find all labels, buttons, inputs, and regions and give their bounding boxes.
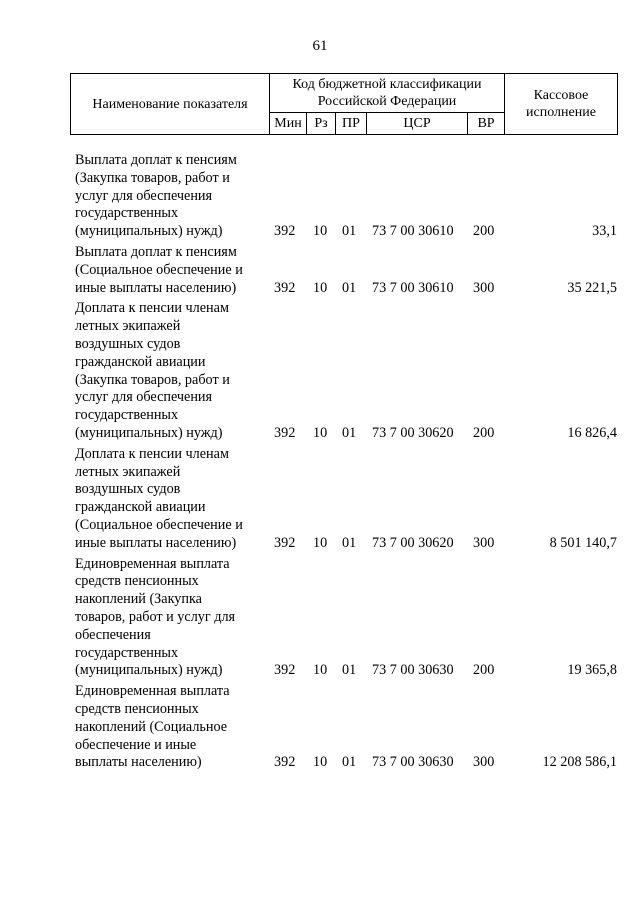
rz-code: 10	[313, 534, 328, 551]
pr-code: 01	[342, 662, 357, 679]
page-number: 61	[312, 38, 328, 54]
min-code: 392	[274, 279, 296, 296]
table-row	[75, 446, 620, 553]
csr-code: 73 7 00 30610	[372, 223, 454, 240]
vr-code: 300	[473, 279, 495, 296]
table-body	[75, 152, 620, 775]
vr-code: 300	[473, 534, 495, 551]
pr-code: 01	[342, 223, 357, 240]
cash-execution-value: 16 826,4	[567, 424, 617, 441]
indicator-name: Выплата доплат к пенсиям (Социальное обеспечение и иные выплаты населению)	[75, 243, 243, 296]
pr-code: 01	[342, 754, 357, 771]
cash-execution-value: 33,1	[592, 223, 617, 240]
vr-code: 200	[473, 424, 495, 441]
header-cash-column: Кассовое исполнение	[505, 74, 618, 135]
cash-execution-value: 19 365,8	[567, 662, 617, 679]
header-name-column: Наименование показателя	[71, 74, 270, 135]
rz-code: 10	[313, 223, 328, 240]
header-min: Мин	[270, 113, 307, 135]
pr-code: 01	[342, 279, 357, 296]
csr-code: 73 7 00 30610	[372, 279, 454, 296]
header-code-group: Код бюджетной классификации Российской Федерации	[270, 74, 505, 113]
min-code: 392	[274, 223, 296, 240]
table-header	[70, 73, 618, 135]
cash-execution-value: 35 221,5	[567, 279, 617, 296]
pr-code: 01	[342, 534, 357, 551]
vr-code: 300	[473, 754, 495, 771]
table-row	[75, 244, 620, 297]
cash-execution-value: 12 208 586,1	[542, 754, 617, 771]
header-csr: ЦСР	[367, 113, 468, 135]
indicator-name: Доплата к пенсии членам летных экипажей воздушных судов гражданской авиации (Закупка товаров, работ и услуг для обеспечения государственных (муниципальных) нужд)	[75, 300, 230, 441]
table-row	[75, 683, 620, 772]
header-vr: ВР	[468, 113, 505, 135]
csr-code: 73 7 00 30620	[372, 534, 454, 551]
table-row	[75, 152, 620, 241]
min-code: 392	[274, 424, 296, 441]
indicator-name: Доплата к пенсии членам летных экипажей воздушных судов гражданской авиации (Социальное обеспечение и иные выплаты населению)	[75, 445, 243, 551]
csr-code: 73 7 00 30630	[372, 662, 454, 679]
rz-code: 10	[313, 754, 328, 771]
table-row	[75, 556, 620, 681]
pr-code: 01	[342, 424, 357, 441]
vr-code: 200	[473, 662, 495, 679]
header-rz: Рз	[307, 113, 336, 135]
vr-code: 200	[473, 223, 495, 240]
min-code: 392	[274, 662, 296, 679]
cash-execution-value: 8 501 140,7	[549, 534, 617, 551]
csr-code: 73 7 00 30630	[372, 754, 454, 771]
min-code: 392	[274, 754, 296, 771]
min-code: 392	[274, 534, 296, 551]
rz-code: 10	[313, 279, 328, 296]
indicator-name: Выплата доплат к пенсиям (Закупка товаров, работ и услуг для обеспечения государственных (муниципальных) нужд)	[75, 152, 237, 240]
table-row	[75, 300, 620, 442]
rz-code: 10	[313, 662, 328, 679]
indicator-name: Единовременная выплата средств пенсионных накоплений (Социальное обеспечение и иные выплаты населению)	[75, 683, 230, 771]
csr-code: 73 7 00 30620	[372, 424, 454, 441]
indicator-name: Единовременная выплата средств пенсионных накоплений (Закупка товаров, работ и услуг для обеспечения государственных (муниципальных) нужд)	[75, 555, 236, 679]
header-pr: ПР	[336, 113, 367, 135]
rz-code: 10	[313, 424, 328, 441]
